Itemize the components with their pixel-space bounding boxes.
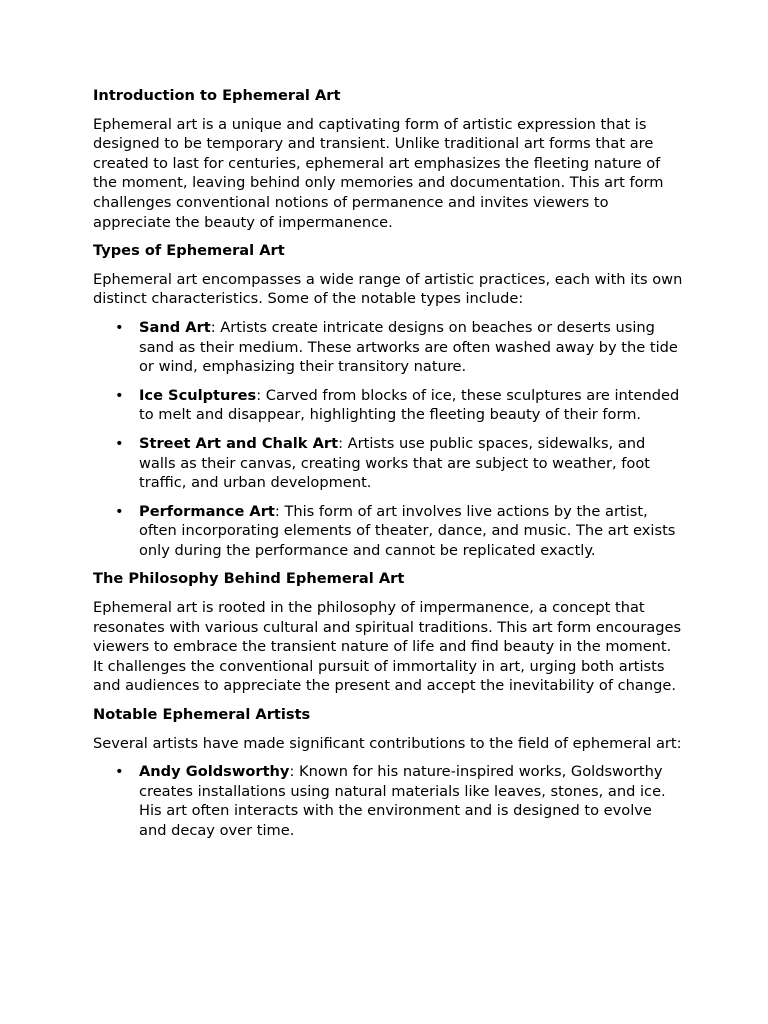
list-item xyxy=(93,318,683,377)
section-paragraph-types: Ephemeral art encompasses a wide range of artistic practices, each with its own distinct characteristics. Some of the notable types include: xyxy=(93,270,683,308)
list-item xyxy=(93,762,683,840)
list-item-term: Performance Art xyxy=(139,502,275,520)
list-item-text: : Artists create intricate designs on beaches or deserts using sand as their medium. These artworks are often washed away by the tide or wind, emphasizing their transitory nature. xyxy=(139,318,678,376)
section-heading-philosophy: The Philosophy Behind Ephemeral Art xyxy=(93,570,405,588)
section-heading-introduction: Introduction to Ephemeral Art xyxy=(93,87,341,104)
section-heading-artists: Notable Ephemeral Artists xyxy=(93,706,311,724)
bullet-icon: • xyxy=(115,763,124,781)
list-item xyxy=(93,434,683,493)
bullet-icon: • xyxy=(115,434,124,452)
document-page xyxy=(93,86,683,850)
types-list xyxy=(93,318,683,561)
list-item-term: Sand Art xyxy=(139,318,211,336)
section-heading-types: Types of Ephemeral Art xyxy=(93,242,285,260)
artists-list xyxy=(93,762,683,840)
list-item-term: Andy Goldsworthy xyxy=(139,763,290,781)
list-item-text: : Artists use public spaces, sidewalks, and walls as their canvas, creating works that are subject to weather, foot traffic, and urban development. xyxy=(139,434,650,492)
list-item-term: Ice Sculptures xyxy=(139,386,257,404)
section-paragraph-artists: Several artists have made significant contributions to the field of ephemeral art: xyxy=(93,734,682,752)
bullet-icon: • xyxy=(115,502,124,520)
section-paragraph-philosophy: Ephemeral art is rooted in the philosophy of impermanence, a concept that resonates with various cultural and spiritual traditions. This art form encourages viewers to embrace the transient nature of life and find beauty in the moment. It challenges the conventional pursuit of immortality in art, urging both artists and audiences to appreciate the present and accept the inevitability of change. xyxy=(93,599,682,695)
bullet-icon: • xyxy=(115,386,124,404)
list-item xyxy=(93,502,683,561)
list-item-text: : Carved from blocks of ice, these sculptures are intended to melt and disappear, highlighting the fleeting beauty of their form. xyxy=(139,386,680,424)
list-item-text: : This form of art involves live actions by the artist, often incorporating elements of theater, dance, and music. The art exists only during the performance and cannot be replicated exactly. xyxy=(139,502,676,559)
section-paragraph-introduction: Ephemeral art is a unique and captivating form of artistic expression that is designed to be temporary and transient. Unlike traditional art forms that are created to last for centuries, ephemeral art emphasizes the fleeting nature of the moment, leaving behind only memories and documentation. This art form challenges conventional notions of permanence and invites viewers to appreciate the beauty of impermanence. xyxy=(93,115,664,231)
list-item xyxy=(93,386,683,425)
list-item-term: Street Art and Chalk Art xyxy=(139,434,339,452)
bullet-icon: • xyxy=(115,318,124,336)
list-item-text: : Known for his nature-inspired works, Goldsworthy creates installations using natural materials like leaves, stones, and ice. His art often interacts with the environment and is designed to evolve and decay over time. xyxy=(139,763,666,839)
